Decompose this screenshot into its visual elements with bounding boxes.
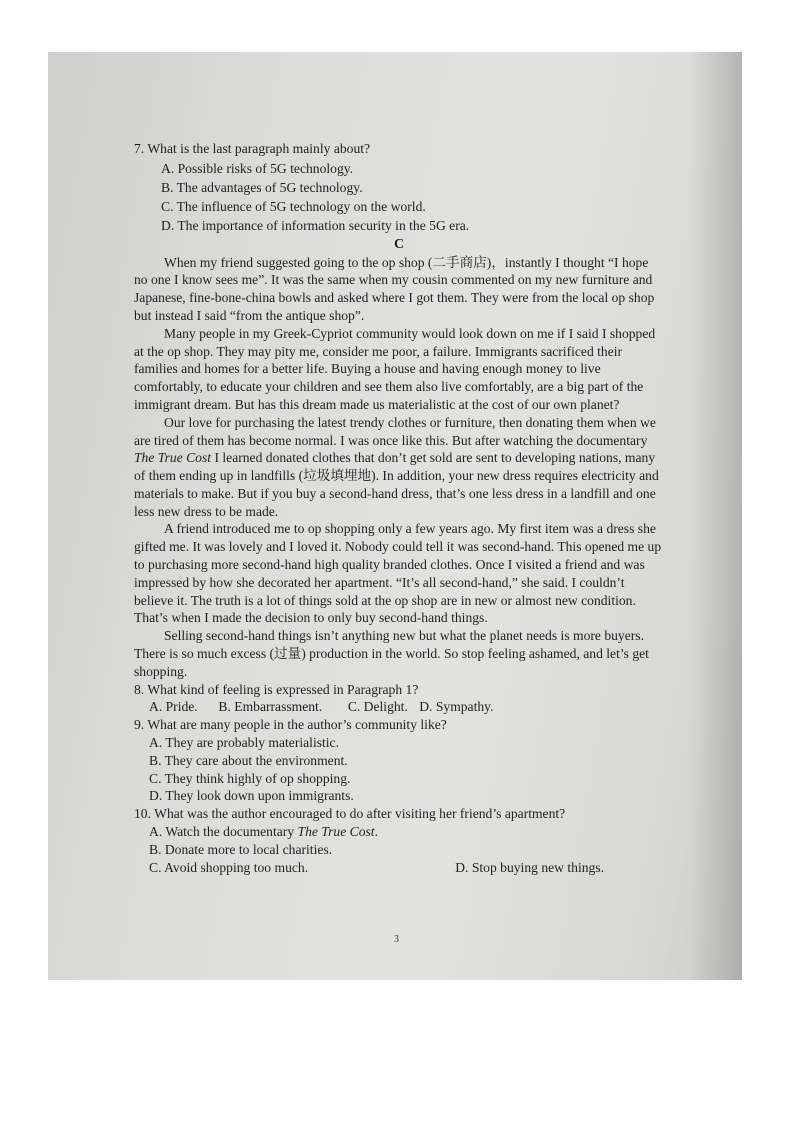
question-10-option-c: C. Avoid shopping too much. <box>149 859 309 875</box>
question-9-option-a: A. They are probably materialistic. <box>149 735 339 751</box>
section-title: C <box>393 236 405 252</box>
question-7-options <box>161 160 664 235</box>
question-7-option-a: A. Possible risks of 5G technology. <box>161 160 354 176</box>
question-10-options-row <box>149 859 604 877</box>
question-7-stem: 7. What is the last paragraph mainly about? <box>134 141 371 156</box>
passage-paragraph-1: When my friend suggested going to the op shop (二手商店)，instantly I thought “I hope no one I know sees me”. It was the same when my cousin commented on my new furniture and Japanese, fine-bone-china bowls and asked where I got them. They were from the local op shop but instead I said “from the antique shop”. <box>134 254 655 323</box>
question-7 <box>134 140 664 235</box>
question-7-option-b: B. The advantages of 5G technology. <box>161 179 363 195</box>
passage-paragraph-5: Selling second-hand things isn’t anything new but what the planet needs is more buyers. There is so much excess (过量) production in the world. So stop feeling ashamed, and let’s get shopping. <box>134 628 649 679</box>
passage-paragraph-4: A friend introduced me to op shopping only a few years ago. My first item was a dress she gifted me. It was lovely and I loved it. Nobody could tell it was second-hand. This opened me up to purchasing more second-hand high quality branded clothes. Once I visited a friend and was impressed by how she decorated her apartment. “It’s all second-hand,” she said. I couldn’t believe it. The truth is a lot of things sold at the op shop are in new or almost new condition. That’s when I made the decision to only buy second-hand things. <box>134 521 662 626</box>
documentary-title: The True Cost <box>297 824 375 840</box>
question-8-stem: 8. What kind of feeling is expressed in Paragraph 1? <box>134 681 419 697</box>
question-9-option-d: D. They look down upon immigrants. <box>149 788 354 804</box>
page-edge-shadow <box>690 52 742 980</box>
question-7-option-c: C. The influence of 5G technology on the world. <box>161 198 426 214</box>
question-10-stem: 10. What was the author encouraged to do after visiting her friend’s apartment? <box>134 806 566 822</box>
question-8-option-c: C. Delight. <box>347 699 408 715</box>
question-10-option-d: D. Stop buying new things. <box>455 859 604 875</box>
question-8 <box>134 681 664 717</box>
question-10-option-a-prefix: A. Watch the documentary <box>149 824 298 840</box>
exam-text <box>134 140 664 876</box>
question-10-option-a <box>149 823 664 841</box>
question-9-option-c: C. They think highly of op shopping. <box>149 770 351 786</box>
question-10 <box>134 805 664 876</box>
question-10-options <box>149 823 664 859</box>
question-9-options <box>149 734 664 805</box>
passage-paragraph-3: Our love for purchasing the latest trendy clothes or furniture, then donating them when we are tired of them has become normal. I was once like this. But after watching the documentary The True Cost I learned donated clothes that don’t get sold are sent to developing nations, many of them ending up in landfills (垃圾填埋地). In addition, your new dress requires electricity and materials to make. But if you buy a second-hand dress, that’s one less dress in a landfill and one less new dress to be made. <box>134 414 659 519</box>
question-8-option-b: B. Embarrassment. <box>218 699 323 715</box>
passage-paragraph-2: Many people in my Greek-Cypriot community would look down on me if I said I shopped at the op shop. They may pity me, consider me poor, a failure. Immigrants sacrificed their families and homes for a better life. Buying a house and having enough money to live comfortably, to educate your children and see them also live comfortably, are a big part of the immigrant dream. But has this dream made us materialistic at the cost of our own planet? <box>134 325 656 412</box>
question-8-option-d: D. Sympathy. <box>419 699 494 715</box>
question-10-option-a-suffix: . <box>374 824 378 840</box>
documentary-title-inline: The True Cost <box>134 450 212 466</box>
question-9 <box>134 716 664 805</box>
question-8-options <box>149 698 664 716</box>
question-8-option-a: A. Pride. <box>149 699 198 715</box>
question-7-option-d: D. The importance of information security in the 5G era. <box>161 217 470 233</box>
question-10-option-b: B. Donate more to local charities. <box>149 841 333 857</box>
question-9-option-b: B. They care about the environment. <box>149 752 348 768</box>
page-number: 3 <box>394 934 399 945</box>
scanned-page-photo <box>48 52 742 980</box>
passage <box>134 254 664 681</box>
question-9-stem: 9. What are many people in the author’s community like? <box>134 717 447 733</box>
